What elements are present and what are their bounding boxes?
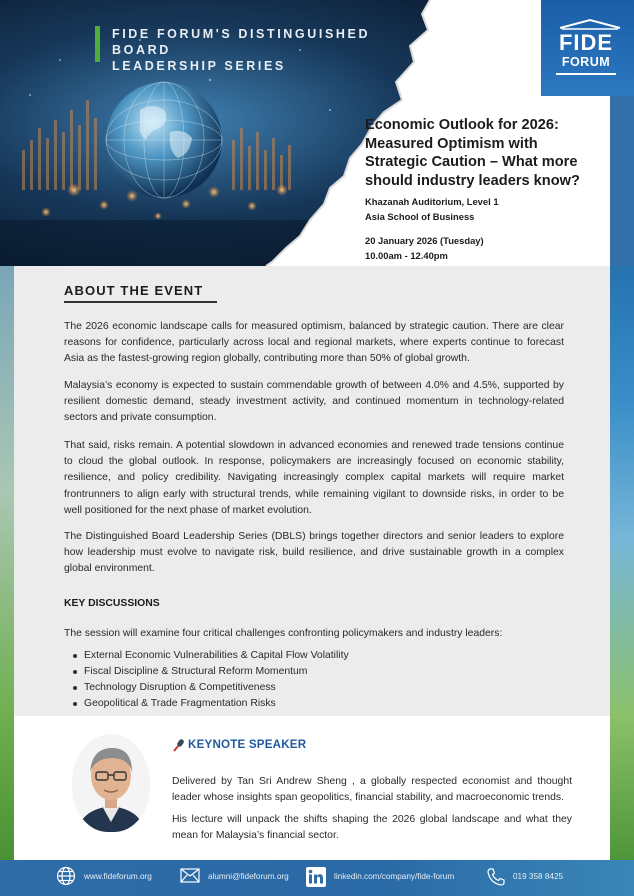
about-paragraph: The 2026 economic landscape calls for measured optimism, balanced by strategic caution. There are clear reasons for confidence, particularly across local and regional markets, where experts continue to forecast Asia as the fastest-growing region globally, contributing more than 50% of global growth. — [64, 321, 564, 365]
list-item — [64, 648, 349, 664]
list-item-text: Technology Disruption & Competitiveness — [84, 682, 276, 693]
key-discussions-heading: KEY DISCUSSIONS — [64, 598, 160, 609]
about-paragraph: The Distinguished Board Leadership Series (DBLS) brings together directors and senior leaders to explore how leadership must evolve to navigate risk, build resilience, and drive sustainable growth in a complex global environment. — [64, 531, 564, 575]
series-accent-bar — [95, 26, 100, 62]
list-item-text: External Economic Vulnerabilities & Capital Flow Volatility — [84, 650, 349, 661]
key-discussions-list — [64, 648, 349, 712]
event-title: Economic Outlook for 2026: Measured Optimism with Strategic Caution – What more should industry leaders know? — [365, 117, 580, 189]
list-item — [64, 664, 349, 680]
about-heading: ABOUT THE EVENT — [64, 283, 204, 298]
about-paragraph: Malaysia’s economy is expected to sustain commendable growth of between 4.0% and 4.5%, supported by resilient domestic demand, steady investment activity, and continued momentum in technology-related sectors and private consumption. — [64, 380, 564, 424]
about-paragraph: That said, risks remain. A potential slowdown in advanced economies and renewed trade tensions continue to cloud the global outlook. In response, policymakers are increasingly focused on economic stability, resilience, and policy credibility. Navigating increasingly complex capital markets will require market frontrunners to align early with structural trends, while remaining vigilant to downside risks, in order to be well positioned for the next phase of market evolution. — [64, 440, 564, 516]
list-item — [64, 696, 349, 712]
speaker-portrait — [72, 734, 150, 832]
venue-line2: Asia School of Business — [365, 210, 475, 222]
event-date-time — [365, 233, 585, 263]
event-date: 20 January 2026 (Tuesday) — [365, 235, 484, 246]
logo-roof-icon — [558, 18, 622, 30]
keynote-paragraph: Delivered by Tan Sri Andrew Sheng , a globally respected economist and thought leader whose insights span geopolitics, financial stability, and macroeconomic trends. — [172, 776, 572, 803]
list-item — [64, 680, 349, 696]
series-heading-line2: LEADERSHIP SERIES — [112, 59, 286, 73]
about-heading-rule — [64, 301, 217, 303]
email-icon — [180, 868, 200, 883]
list-item-text: Geopolitical & Trade Fragmentation Risks — [84, 698, 276, 709]
bullet-icon — [73, 686, 77, 690]
bullet-icon — [73, 670, 77, 674]
key-discussions-intro: The session will examine four critical challenges confronting policymakers and industry leaders: — [64, 628, 503, 639]
logo-text-forum: FORUM — [561, 55, 611, 69]
footer-linkedin-link[interactable]: linkedin.com/company/fide-forum — [334, 872, 455, 881]
venue-line1: Khazanah Auditorium, Level 1 — [365, 196, 499, 207]
keynote-heading: KEYNOTE SPEAKER — [188, 738, 307, 751]
phone-icon — [486, 867, 506, 887]
event-venue — [365, 195, 585, 224]
footer-email-link[interactable]: alumni@fideforum.org — [208, 872, 289, 881]
footer-website-link[interactable]: www.fideforum.org — [84, 872, 152, 881]
microphone-icon — [172, 738, 186, 752]
bullet-icon — [73, 654, 77, 658]
logo-underline — [556, 73, 616, 75]
linkedin-icon — [306, 867, 326, 887]
keynote-paragraph: His lecture will unpack the shifts shaping the 2026 global landscape and what they mean for Malaysia’s financial sector. — [172, 814, 572, 841]
event-time: 10.00am - 12.40pm — [365, 250, 448, 261]
speaker-photo — [72, 734, 150, 832]
series-heading-line1: FIDE FORUM'S DISTINGUISHED BOARD — [112, 27, 371, 57]
logo-text-fide: FIDE — [558, 30, 614, 55]
bullet-icon — [73, 702, 77, 706]
list-item-text: Fiscal Discipline & Structural Reform Momentum — [84, 666, 308, 677]
series-heading — [112, 26, 402, 74]
globe-icon — [56, 866, 76, 886]
footer-phone-number[interactable]: 019 358 8425 — [513, 872, 564, 881]
